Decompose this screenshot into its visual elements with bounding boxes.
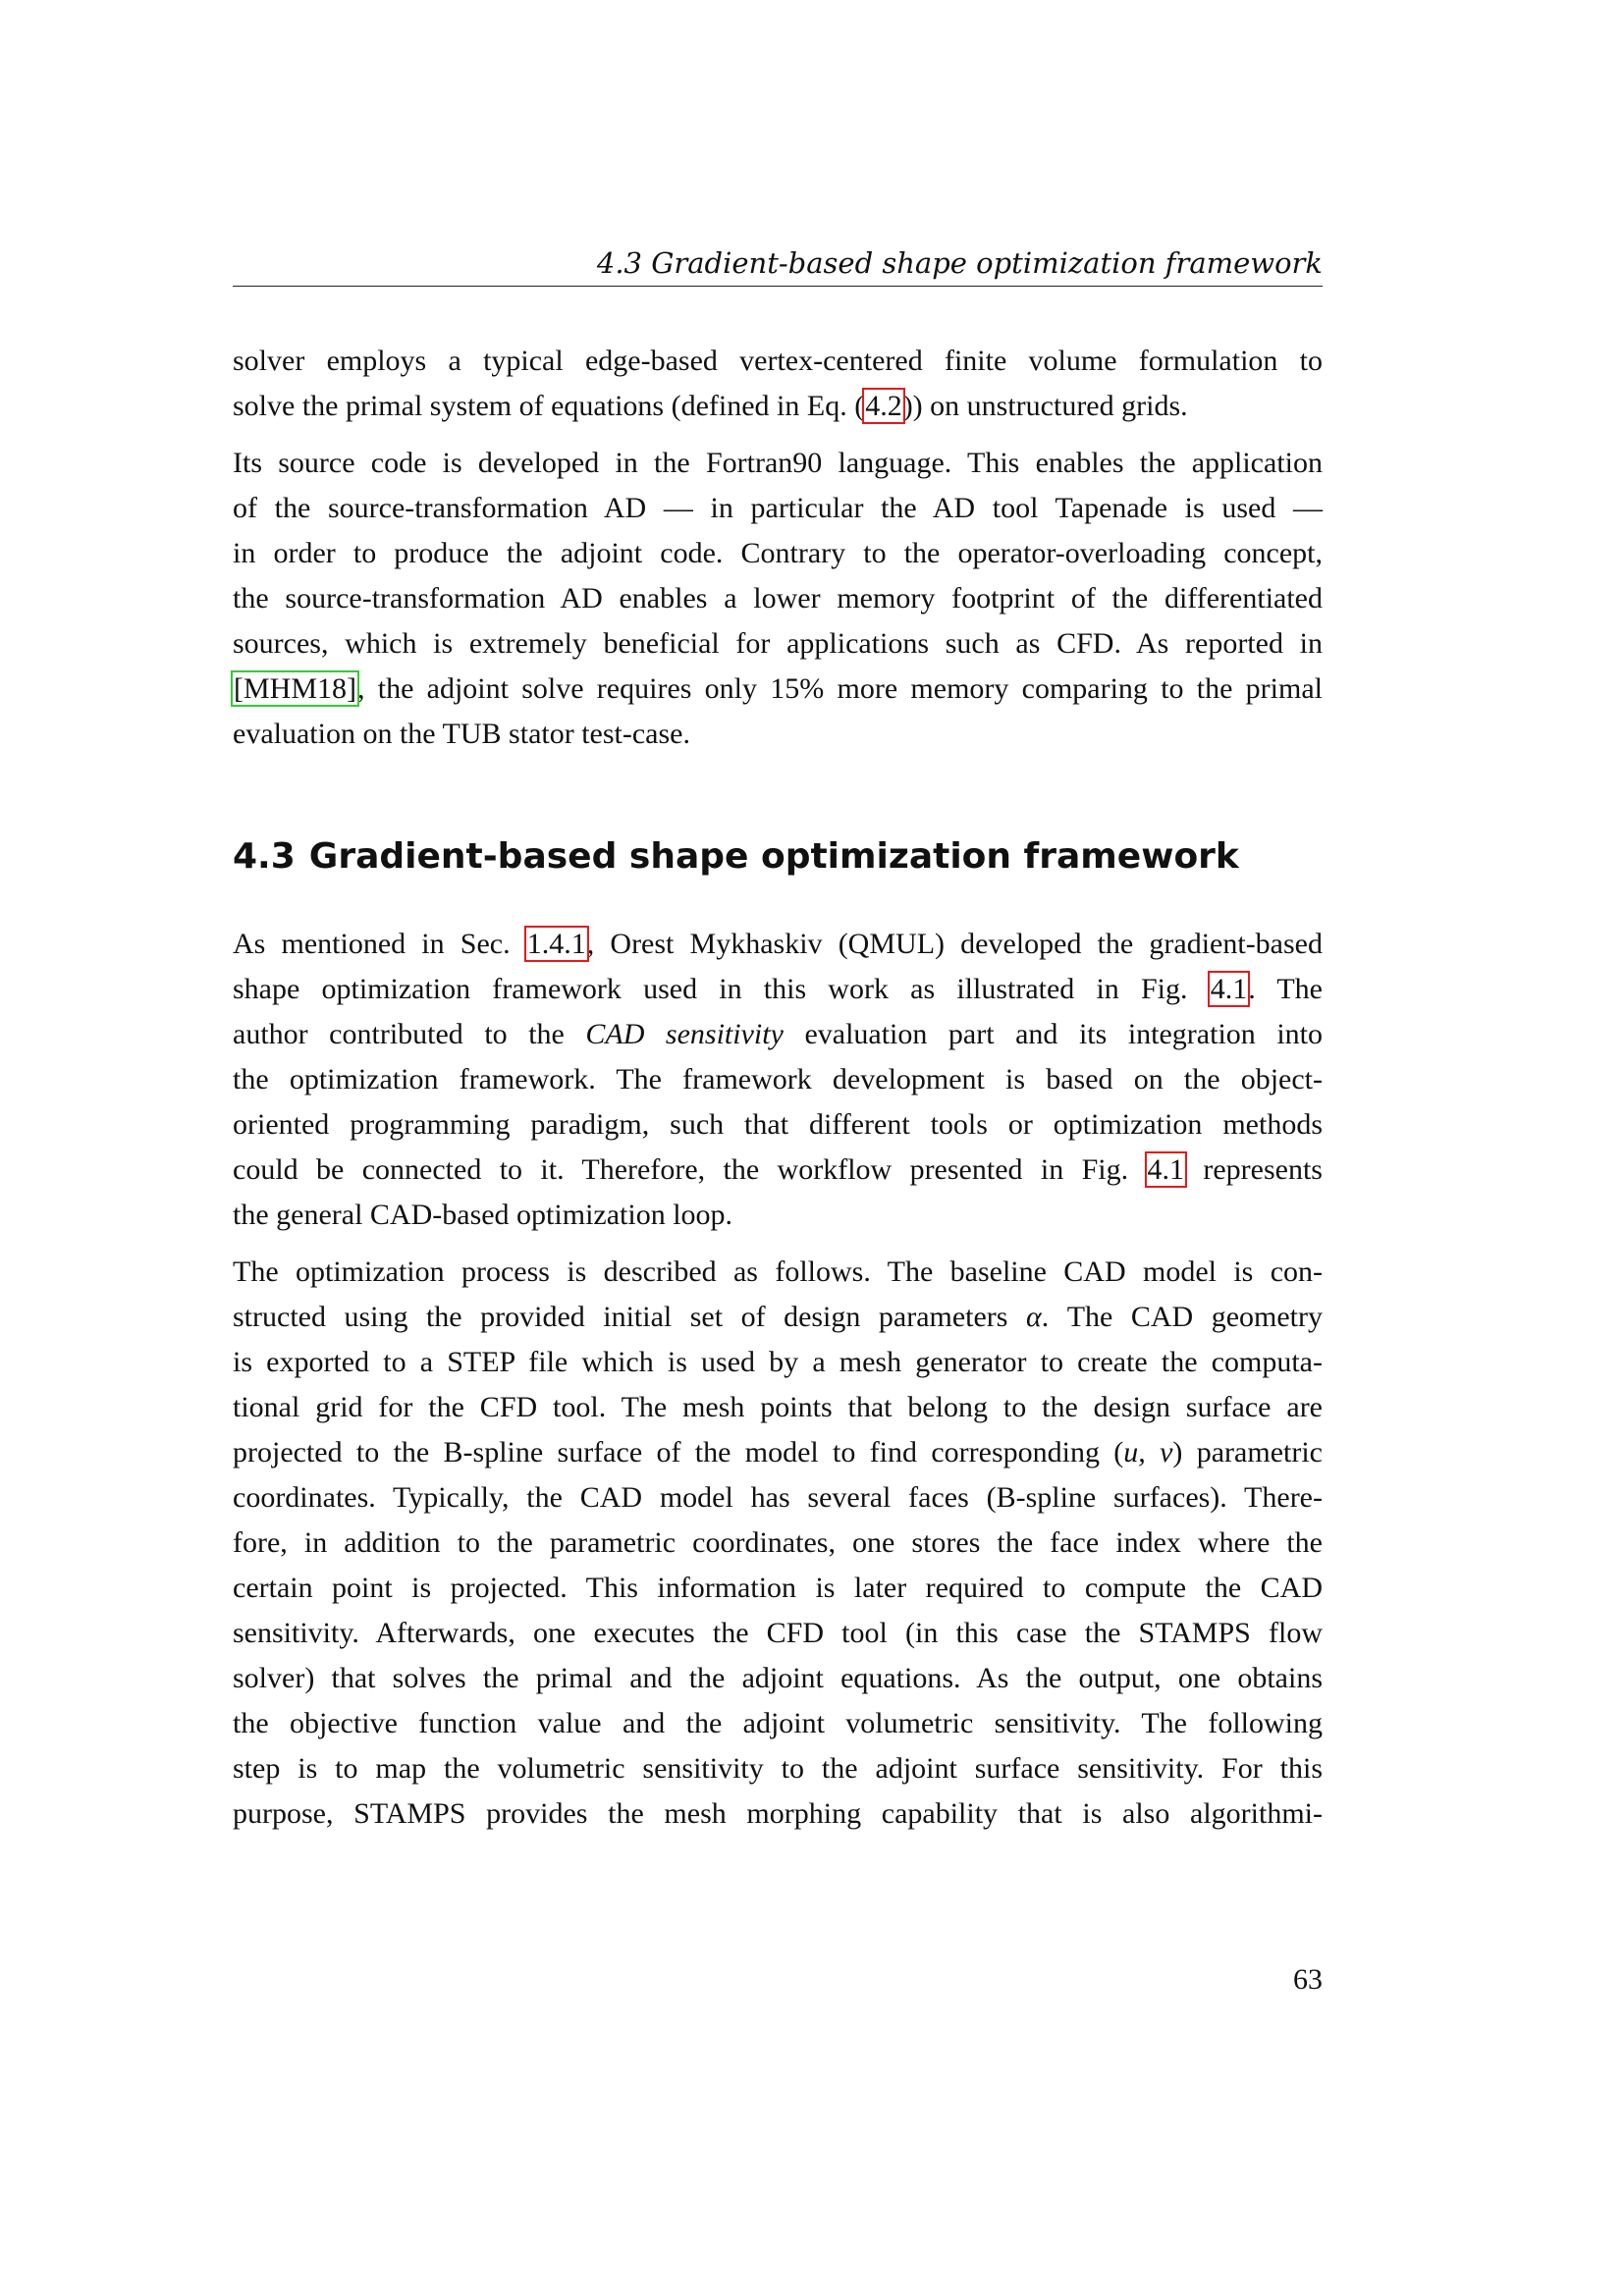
figure-ref-link[interactable]: 4.1 [1210, 973, 1248, 1005]
text-line: oriented programming paradigm, such that different tools or optimization methods [233, 1108, 1323, 1141]
math-symbol: α [1025, 1301, 1042, 1333]
text-line: solver) that solves the primal and the adjoint equations. As the output, one obtains [233, 1662, 1323, 1694]
text-line: shape optimization framework used in this work as illustrated in Fig. 4.1. The [233, 973, 1323, 1005]
text-line: fore, in addition to the parametric coordinates, one stores the face index where the [233, 1526, 1323, 1559]
text-line: projected to the B-spline surface of the model to find corresponding (u, v) parametric [233, 1436, 1323, 1468]
text-line: is exported to a STEP file which is used by a mesh generator to create the computa- [233, 1346, 1323, 1378]
emphasis: CAD sensitivity [585, 1018, 784, 1050]
text-line: structed using the provided initial set of design parameters α. The CAD geometry [233, 1301, 1324, 1333]
text-line: certain point is projected. This information is later required to compute the CAD [233, 1572, 1323, 1604]
running-header: 4.3 Gradient-based shape optimization framework [596, 246, 1323, 280]
page-number: 63 [1293, 1963, 1323, 1996]
text-line: The optimization process is described as follows. The baseline CAD model is con- [233, 1255, 1323, 1288]
text-line: sources, which is extremely beneficial for applications such as CFD. As reported in [233, 627, 1323, 660]
paragraph-1 [233, 339, 1323, 429]
body-text [233, 339, 1323, 1837]
citation-link[interactable]: [MHM18] [234, 672, 356, 705]
text-line: evaluation on the TUB stator test-case. [233, 718, 690, 750]
section-ref-link[interactable]: 1.4.1 [526, 928, 586, 960]
paragraph-3 [233, 922, 1323, 1238]
section-heading [233, 833, 1323, 881]
text-line: Its source code is developed in the Fortran90 language. This enables the application [233, 447, 1323, 479]
text-line: the optimization framework. The framework development is based on the object- [233, 1063, 1323, 1095]
text-line: the general CAD-based optimization loop. [233, 1199, 733, 1231]
text-line: in order to produce the adjoint code. Contrary to the operator-overloading concept, [233, 537, 1323, 569]
text-line: step is to map the volumetric sensitivity to the adjoint surface sensitivity. For this [233, 1752, 1323, 1785]
math-symbol: u, v [1123, 1436, 1173, 1468]
text-line: As mentioned in Sec. 1.4.1, Orest Mykhaskiv (QMUL) developed the gradient-based [233, 928, 1323, 960]
text-line: [MHM18], the adjoint solve requires only 15% more memory comparing to the primal [234, 672, 1323, 705]
text-line: the source-transformation AD enables a lower memory footprint of the differentiated [233, 582, 1323, 614]
text-line: solver employs a typical edge-based vertex-centered finite volume formulation to [233, 345, 1323, 377]
text-line: author contributed to the CAD sensitivity evaluation part and its integration into [233, 1018, 1323, 1050]
header-rule [233, 286, 1323, 287]
paragraph-2 [233, 441, 1323, 757]
text-line: coordinates. Typically, the CAD model has several faces (B-spline surfaces). There- [233, 1481, 1323, 1514]
text-line: purpose, STAMPS provides the mesh morphing capability that is also algorithmi- [233, 1797, 1323, 1830]
text-line: the objective function value and the adjoint volumetric sensitivity. The following [233, 1707, 1323, 1739]
section-title: Gradient-based shape optimization framework [308, 836, 1239, 877]
text-line: could be connected to it. Therefore, the workflow presented in Fig. 4.1 represents [233, 1153, 1323, 1186]
equation-ref-link[interactable]: 4.2 [865, 390, 902, 422]
section-number: 4.3 [233, 836, 296, 877]
paragraph-4 [233, 1250, 1323, 1837]
text-line: solve the primal system of equations (defined in Eq. (4.2)) on unstructured grids. [233, 390, 1188, 422]
text-line: sensitivity. Afterwards, one executes the CFD tool (in this case the STAMPS flow [233, 1617, 1323, 1649]
figure-ref-link[interactable]: 4.1 [1147, 1153, 1184, 1186]
text-line: of the source-transformation AD — in particular the AD tool Tapenade is used — [233, 492, 1323, 524]
text-line: tional grid for the CFD tool. The mesh points that belong to the design surface are [233, 1391, 1323, 1423]
